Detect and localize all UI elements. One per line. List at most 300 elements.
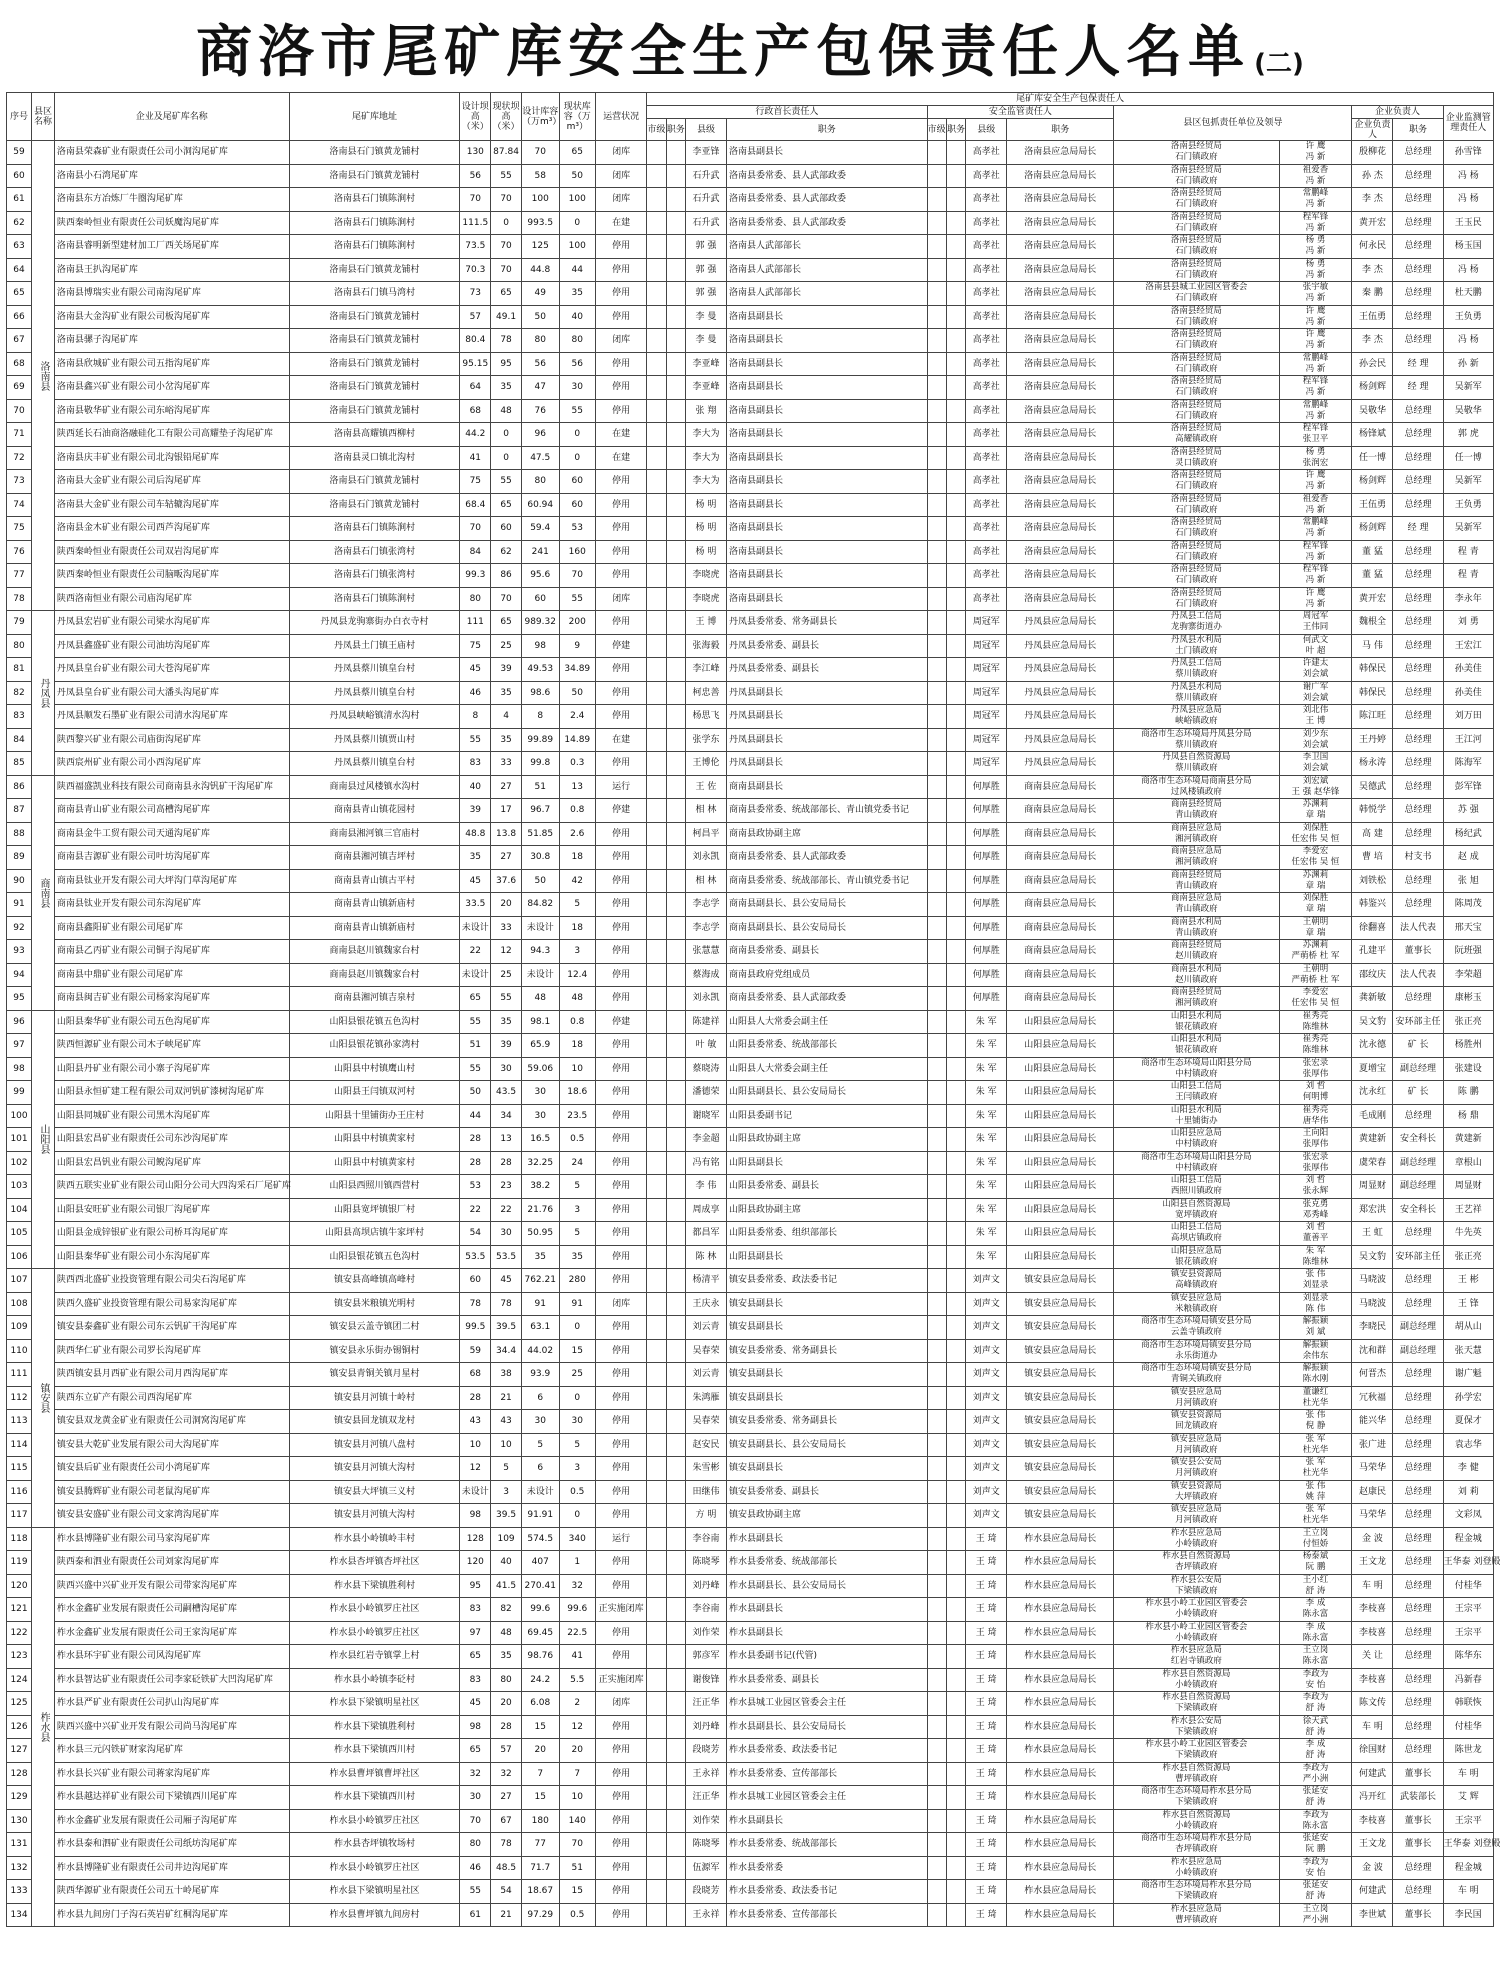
tailings-address: 镇安县月河镇大沟村 xyxy=(289,1504,460,1528)
admin-county-leader: 李亚锋 xyxy=(685,141,726,165)
design-dam-height: 22 xyxy=(460,1198,491,1222)
admin-city-leader xyxy=(647,564,666,588)
current-capacity: 70 xyxy=(559,564,595,588)
admin-county-leader: 李 伟 xyxy=(685,1175,726,1199)
enterprise-name: 柞水县博隆矿业有限责任公司井边沟尾矿库 xyxy=(54,1856,289,1880)
county-unit-leader-cell xyxy=(1279,1739,1352,1763)
county-unit-name: 石门镇政府 xyxy=(1175,504,1218,515)
table-row xyxy=(7,940,1494,964)
row-seq: 60 xyxy=(7,164,32,188)
county-unit-name: 山阳县水利局 xyxy=(1170,1034,1222,1045)
safety-county-leader: 高孝社 xyxy=(966,446,1007,470)
enterprise-name: 洛南县东方冶炼厂牛圈沟尾矿库 xyxy=(54,188,289,212)
admin-county-leader: 李志学 xyxy=(685,916,726,940)
admin-county-leader: 李大为 xyxy=(685,470,726,494)
design-dam-height: 45 xyxy=(460,658,491,682)
county-unit-leader: 陈维林 xyxy=(1302,1021,1329,1032)
admin-city-leader xyxy=(647,869,666,893)
company-monitor: 付桂华 xyxy=(1443,1715,1493,1739)
company-head: 王文龙 xyxy=(1352,1551,1393,1575)
safety-city-leader xyxy=(927,399,946,423)
safety-county-leader: 何厚胜 xyxy=(966,822,1007,846)
admin-city-position xyxy=(666,399,685,423)
row-seq: 89 xyxy=(7,846,32,870)
tailings-address: 山阳县中村镇黄家村 xyxy=(289,1128,460,1152)
tailings-address: 镇安县月河镇大沟村 xyxy=(289,1457,460,1481)
current-capacity: 340 xyxy=(559,1527,595,1551)
admin-county-leader: 吴春荣 xyxy=(685,1339,726,1363)
county-unit-cell xyxy=(1114,987,1279,1011)
county-unit-leader: 舒 涛 xyxy=(1305,1585,1326,1596)
company-monitor: 刘 勇 xyxy=(1443,611,1493,635)
county-unit-leader: 张宏录 xyxy=(1302,1057,1329,1068)
safety-city-position xyxy=(946,470,965,494)
safety-county-position: 柞水县应急局局长 xyxy=(1007,1786,1114,1810)
design-dam-height: 53.5 xyxy=(460,1245,491,1269)
design-capacity: 97.29 xyxy=(521,1903,559,1927)
tailings-address: 洛南县石门镇陈涧村 xyxy=(289,188,460,212)
county-unit-leader: 付恒娇 xyxy=(1302,1538,1329,1549)
county-unit-leader-cell xyxy=(1279,1621,1352,1645)
admin-county-leader: 杨 明 xyxy=(685,540,726,564)
enterprise-name: 陕西华源矿业有限责任公司五十岭尾矿库 xyxy=(54,1880,289,1904)
current-dam-height: 49.1 xyxy=(491,305,522,329)
safety-city-leader xyxy=(927,1480,946,1504)
row-seq: 118 xyxy=(7,1527,32,1551)
operation-status: 停用 xyxy=(595,305,646,329)
operation-status: 停用 xyxy=(595,1786,646,1810)
admin-county-leader: 张慧慧 xyxy=(685,940,726,964)
company-monitor: 夏保才 xyxy=(1443,1410,1493,1434)
table-row xyxy=(7,564,1494,588)
county-unit-leader: 祖爱香 xyxy=(1302,493,1329,504)
admin-city-position xyxy=(666,1269,685,1293)
county-unit-leader-cell xyxy=(1279,470,1352,494)
county-unit-name: 山阳县水利局 xyxy=(1170,1104,1222,1115)
county-unit-cell xyxy=(1114,517,1279,541)
safety-city-leader xyxy=(927,282,946,306)
admin-city-leader xyxy=(647,752,666,776)
row-seq: 92 xyxy=(7,916,32,940)
company-monitor: 杜天鹏 xyxy=(1443,282,1493,306)
county-unit-cell xyxy=(1114,1457,1279,1481)
company-head-position: 法人代表 xyxy=(1393,916,1443,940)
tailings-address: 丹凤县蔡川镇皇台村 xyxy=(289,681,460,705)
admin-county-leader: 刘丹峰 xyxy=(685,1574,726,1598)
design-capacity: 84.82 xyxy=(521,893,559,917)
admin-city-position xyxy=(666,1245,685,1269)
tailings-address: 山阳县宽坪镇银厂村 xyxy=(289,1198,460,1222)
admin-city-position xyxy=(666,1621,685,1645)
county-unit-leader: 陈水刚 xyxy=(1302,1374,1329,1385)
row-seq: 130 xyxy=(7,1809,32,1833)
operation-status: 闭库 xyxy=(595,587,646,611)
row-seq: 80 xyxy=(7,634,32,658)
design-dam-height: 57 xyxy=(460,305,491,329)
county-unit-name: 高耀镇政府 xyxy=(1175,434,1218,445)
design-capacity: 96.7 xyxy=(521,799,559,823)
company-head-position: 总经理 xyxy=(1393,1363,1443,1387)
admin-county-leader: 郭 强 xyxy=(685,282,726,306)
county-unit-name: 柞水县自然资源局 xyxy=(1162,1762,1231,1773)
safety-county-position: 洛南县应急局局长 xyxy=(1007,211,1114,235)
row-seq: 109 xyxy=(7,1316,32,1340)
county-unit-name: 洛南县经贸局 xyxy=(1170,188,1222,199)
county-unit-leader: 程军锋 xyxy=(1302,540,1329,551)
county-unit-name: 商南县应急局 xyxy=(1170,846,1222,857)
admin-county-leader: 赵安民 xyxy=(685,1433,726,1457)
safety-county-position: 洛南县应急局局长 xyxy=(1007,141,1114,165)
safety-county-leader: 朱 军 xyxy=(966,1057,1007,1081)
admin-city-leader xyxy=(647,1034,666,1058)
county-unit-cell xyxy=(1114,916,1279,940)
header-seq: 序号 xyxy=(7,93,32,141)
safety-city-leader xyxy=(927,1457,946,1481)
operation-status: 在建 xyxy=(595,446,646,470)
county-unit-name: 柞水县小岭工业园区管委会 xyxy=(1145,1739,1248,1750)
admin-county-leader: 杨清平 xyxy=(685,1269,726,1293)
tailings-address: 镇安县青铜关镇月星村 xyxy=(289,1363,460,1387)
safety-county-position: 商南县应急局局长 xyxy=(1007,775,1114,799)
admin-county-leader: 方 明 xyxy=(685,1504,726,1528)
safety-city-leader xyxy=(927,1339,946,1363)
county-unit-cell xyxy=(1114,305,1279,329)
enterprise-name: 镇安县后矿业有限责任公司小湾尾矿库 xyxy=(54,1457,289,1481)
admin-county-position: 镇安县委常委、常务副县长 xyxy=(726,1410,927,1434)
county-unit-name: 洛南县县城工业园区管委会 xyxy=(1145,282,1248,293)
admin-county-position: 洛南县副县长 xyxy=(726,587,927,611)
county-unit-leader-cell xyxy=(1279,141,1352,165)
operation-status: 停用 xyxy=(595,1833,646,1857)
current-dam-height: 35 xyxy=(491,681,522,705)
county-unit-name: 青山镇政府 xyxy=(1175,904,1218,915)
operation-status: 停用 xyxy=(595,540,646,564)
table-row xyxy=(7,587,1494,611)
safety-county-position: 洛南县应急局局长 xyxy=(1007,282,1114,306)
safety-county-position: 丹凤县应急局局长 xyxy=(1007,611,1114,635)
company-monitor: 王艺祥 xyxy=(1443,1198,1493,1222)
company-monitor: 胡从山 xyxy=(1443,1316,1493,1340)
company-head: 马晓波 xyxy=(1352,1269,1393,1293)
safety-county-leader: 王 琦 xyxy=(966,1739,1007,1763)
safety-city-leader xyxy=(927,1433,946,1457)
county-unit-leader: 杜光华 xyxy=(1302,1515,1329,1526)
safety-county-position: 柞水县应急局局长 xyxy=(1007,1574,1114,1598)
table-row xyxy=(7,1104,1494,1128)
company-head-position: 总经理 xyxy=(1393,446,1443,470)
safety-city-position xyxy=(946,1692,965,1716)
county-unit-cell xyxy=(1114,1057,1279,1081)
design-capacity: 58 xyxy=(521,164,559,188)
safety-county-position: 镇安县应急局局长 xyxy=(1007,1410,1114,1434)
design-capacity: 49 xyxy=(521,282,559,306)
admin-city-leader xyxy=(647,1104,666,1128)
admin-county-position: 洛南县副县长 xyxy=(726,399,927,423)
safety-county-position: 山阳县应急局局长 xyxy=(1007,1010,1114,1034)
current-capacity: 3 xyxy=(559,940,595,964)
design-capacity: 8 xyxy=(521,705,559,729)
county-unit-name: 石门镇政府 xyxy=(1175,269,1218,280)
county-unit-name: 永乐街道办 xyxy=(1175,1350,1218,1361)
enterprise-name: 商南县中鼎矿业有限公司尾矿库 xyxy=(54,963,289,987)
county-unit-leader: 任宏伟 吴 恒 xyxy=(1291,833,1340,844)
current-dam-height: 34.4 xyxy=(491,1339,522,1363)
company-head-position: 总经理 xyxy=(1393,893,1443,917)
enterprise-name: 商南县乙丙矿业有限公司铜子沟尾矿库 xyxy=(54,940,289,964)
county-unit-leader: 张润宏 xyxy=(1302,457,1329,468)
admin-city-leader xyxy=(647,1057,666,1081)
safety-city-position xyxy=(946,564,965,588)
design-capacity: 20 xyxy=(521,1739,559,1763)
safety-city-leader xyxy=(927,1504,946,1528)
county-unit-cell xyxy=(1114,681,1279,705)
admin-city-position xyxy=(666,940,685,964)
admin-city-position xyxy=(666,963,685,987)
company-head-position: 总经理 xyxy=(1393,869,1443,893)
current-dam-height: 60 xyxy=(491,517,522,541)
safety-county-leader: 周冠军 xyxy=(966,728,1007,752)
safety-city-leader xyxy=(927,681,946,705)
company-head-position: 安全科长 xyxy=(1393,1128,1443,1152)
table-row xyxy=(7,517,1494,541)
county-unit-leader: 张 军 xyxy=(1305,1504,1326,1515)
company-head: 高 建 xyxy=(1352,822,1393,846)
safety-city-position xyxy=(946,1786,965,1810)
company-head: 秦 鹏 xyxy=(1352,282,1393,306)
operation-status: 停用 xyxy=(595,282,646,306)
tailings-address: 柞水县小岭镇罗庄社区 xyxy=(289,1621,460,1645)
enterprise-name: 陕西黎兴矿业有限公司庙街沟尾矿库 xyxy=(54,728,289,752)
row-seq: 112 xyxy=(7,1386,32,1410)
safety-county-position: 丹凤县应急局局长 xyxy=(1007,705,1114,729)
admin-city-leader xyxy=(647,1316,666,1340)
safety-county-position: 镇安县应急局局长 xyxy=(1007,1457,1114,1481)
company-monitor: 谢广魁 xyxy=(1443,1363,1493,1387)
design-capacity: 6 xyxy=(521,1386,559,1410)
company-head-position: 总经理 xyxy=(1393,1739,1443,1763)
admin-city-leader xyxy=(647,1363,666,1387)
row-seq: 98 xyxy=(7,1057,32,1081)
design-dam-height: 65 xyxy=(460,1739,491,1763)
county-unit-cell xyxy=(1114,1034,1279,1058)
company-head-position: 总经理 xyxy=(1393,1104,1443,1128)
tailings-address: 洛南县高耀镇西柳村 xyxy=(289,423,460,447)
tailings-address: 洛南县石门镇黄龙铺村 xyxy=(289,376,460,400)
county-unit-name: 镇安县资源局 xyxy=(1170,1269,1222,1280)
admin-city-position xyxy=(666,470,685,494)
row-seq: 127 xyxy=(7,1739,32,1763)
admin-city-leader xyxy=(647,775,666,799)
safety-county-leader: 何厚胜 xyxy=(966,799,1007,823)
design-capacity: 56 xyxy=(521,352,559,376)
county-unit-name: 洛南县经贸局 xyxy=(1170,493,1222,504)
row-seq: 110 xyxy=(7,1339,32,1363)
admin-city-position xyxy=(666,493,685,517)
county-unit-leader: 冯 新 xyxy=(1305,340,1326,351)
enterprise-name: 陕西久盛矿业投资管理有限公司易家沟尾矿库 xyxy=(54,1292,289,1316)
county-unit-leader-cell xyxy=(1279,799,1352,823)
county-unit-cell xyxy=(1114,1668,1279,1692)
page-subtitle: (二) xyxy=(1254,49,1304,79)
operation-status: 停用 xyxy=(595,1034,646,1058)
county-unit-name: 柞水县公安局 xyxy=(1170,1715,1222,1726)
operation-status: 停用 xyxy=(595,846,646,870)
county-unit-name: 青山镇政府 xyxy=(1175,927,1218,938)
safety-county-leader: 朱 军 xyxy=(966,1151,1007,1175)
county-unit-leader-cell xyxy=(1279,1386,1352,1410)
current-dam-height: 57 xyxy=(491,1739,522,1763)
design-dam-height: 35 xyxy=(460,846,491,870)
safety-county-position: 山阳县应急局局长 xyxy=(1007,1057,1114,1081)
safety-city-leader xyxy=(927,963,946,987)
admin-city-leader xyxy=(647,963,666,987)
admin-county-position: 商南县副县长、县公安局局长 xyxy=(726,916,927,940)
design-capacity: 93.9 xyxy=(521,1363,559,1387)
county-unit-leader: 王 强 赵华锋 xyxy=(1291,786,1340,797)
safety-city-leader xyxy=(927,1386,946,1410)
current-capacity: 0 xyxy=(559,211,595,235)
admin-county-position: 柞水县委常委、宣传部部长 xyxy=(726,1762,927,1786)
admin-city-leader xyxy=(647,1692,666,1716)
company-head-position: 总经理 xyxy=(1393,611,1443,635)
county-name: 商南县 xyxy=(32,775,55,1010)
county-unit-leader: 刘显录 xyxy=(1302,1280,1329,1291)
safety-county-leader: 朱 军 xyxy=(966,1198,1007,1222)
safety-city-leader xyxy=(927,141,946,165)
row-seq: 86 xyxy=(7,775,32,799)
safety-city-position xyxy=(946,1903,965,1927)
safety-city-position xyxy=(946,1175,965,1199)
safety-city-position xyxy=(946,493,965,517)
county-unit-name: 西照川镇政府 xyxy=(1170,1186,1222,1197)
table-row xyxy=(7,493,1494,517)
county-unit-cell xyxy=(1114,1175,1279,1199)
operation-status: 闭库 xyxy=(595,1292,646,1316)
current-capacity: 10 xyxy=(559,1057,595,1081)
county-unit-cell xyxy=(1114,423,1279,447)
company-head-position: 董事长 xyxy=(1393,1833,1443,1857)
admin-county-leader: 王博伦 xyxy=(685,752,726,776)
county-unit-leader-cell xyxy=(1279,1598,1352,1622)
tailings-address: 洛南县石门镇黄龙铺村 xyxy=(289,141,460,165)
county-unit-leader: 严萌桥 杜 军 xyxy=(1291,951,1340,962)
safety-city-position xyxy=(946,1480,965,1504)
county-unit-cell xyxy=(1114,1645,1279,1669)
table-row xyxy=(7,1433,1494,1457)
company-monitor: 王负勇 xyxy=(1443,305,1493,329)
company-head-position: 总经理 xyxy=(1393,587,1443,611)
admin-city-leader xyxy=(647,188,666,212)
current-dam-height: 67 xyxy=(491,1809,522,1833)
current-capacity: 0.5 xyxy=(559,1480,595,1504)
company-head-position: 总经理 xyxy=(1393,1856,1443,1880)
county-unit-leader: 杨泰斌 xyxy=(1302,1551,1329,1562)
county-unit-leader: 张 军 xyxy=(1305,1433,1326,1444)
safety-city-position xyxy=(946,1433,965,1457)
county-unit-name: 商洛市生态环境局柞水县分局 xyxy=(1141,1786,1252,1797)
county-unit-leader-cell xyxy=(1279,869,1352,893)
row-seq: 121 xyxy=(7,1598,32,1622)
admin-city-position xyxy=(666,611,685,635)
design-dam-height: 83 xyxy=(460,752,491,776)
safety-county-position: 柞水县应急局局长 xyxy=(1007,1833,1114,1857)
operation-status: 停用 xyxy=(595,258,646,282)
tailings-address: 洛南县石门镇陈涧村 xyxy=(289,587,460,611)
safety-city-leader xyxy=(927,188,946,212)
safety-city-position xyxy=(946,1645,965,1669)
company-head: 吴德武 xyxy=(1352,775,1393,799)
county-unit-name: 洛南县经贸局 xyxy=(1170,540,1222,551)
county-unit-leader: 杨 勇 xyxy=(1305,235,1326,246)
county-unit-leader: 任宏伟 吴 恒 xyxy=(1291,857,1340,868)
enterprise-name: 山阳县安旺矿业有限公司银厂沟尾矿库 xyxy=(54,1198,289,1222)
safety-county-leader: 王 琦 xyxy=(966,1574,1007,1598)
admin-county-leader: 刘作荣 xyxy=(685,1621,726,1645)
county-unit-cell xyxy=(1114,1809,1279,1833)
design-capacity: 98 xyxy=(521,634,559,658)
county-unit-leader-cell xyxy=(1279,376,1352,400)
county-unit-name: 石门镇政府 xyxy=(1175,551,1218,562)
admin-city-position xyxy=(666,1880,685,1904)
safety-city-position xyxy=(946,728,965,752)
county-unit-leader-cell xyxy=(1279,1363,1352,1387)
county-unit-leader: 余伟东 xyxy=(1302,1350,1329,1361)
row-seq: 79 xyxy=(7,611,32,635)
enterprise-name: 洛南县大金矿业有限公司后沟尾矿库 xyxy=(54,470,289,494)
county-unit-cell xyxy=(1114,822,1279,846)
county-unit-leader-cell xyxy=(1279,305,1352,329)
company-head: 杨剑辉 xyxy=(1352,517,1393,541)
tailings-address: 山阳县高坝店镇牛家坪村 xyxy=(289,1222,460,1246)
operation-status: 在建 xyxy=(595,423,646,447)
tailings-address: 商南县青山镇新庙村 xyxy=(289,916,460,940)
enterprise-name: 山阳县丹矿业有限公司小寨子沟尾矿库 xyxy=(54,1057,289,1081)
admin-county-position: 山阳县政协副主席 xyxy=(726,1198,927,1222)
admin-county-position: 镇安县副县长 xyxy=(726,1386,927,1410)
safety-county-position: 洛南县应急局局长 xyxy=(1007,493,1114,517)
admin-county-position: 柞水县委常委、统战部部长 xyxy=(726,1833,927,1857)
county-unit-name: 杏坪镇政府 xyxy=(1175,1844,1218,1855)
design-dam-height: 未设计 xyxy=(460,1480,491,1504)
admin-city-leader xyxy=(647,235,666,259)
safety-county-leader: 王 琦 xyxy=(966,1527,1007,1551)
design-capacity: 91 xyxy=(521,1292,559,1316)
county-unit-name: 山阳县自然资源局 xyxy=(1162,1198,1231,1209)
current-dam-height: 28 xyxy=(491,1715,522,1739)
county-unit-leader: 冯 新 xyxy=(1305,528,1326,539)
safety-city-leader xyxy=(927,916,946,940)
county-unit-leader: 许 鹰 xyxy=(1305,470,1326,481)
safety-city-position xyxy=(946,305,965,329)
current-capacity: 14.89 xyxy=(559,728,595,752)
company-monitor: 李民国 xyxy=(1443,1903,1493,1927)
company-head-position: 副总经理 xyxy=(1393,1057,1443,1081)
admin-county-position: 商南县委常委、统战部部长、青山镇党委书记 xyxy=(726,869,927,893)
county-name: 丹凤县 xyxy=(32,611,55,776)
current-dam-height: 54 xyxy=(491,1880,522,1904)
safety-county-leader: 王 琦 xyxy=(966,1692,1007,1716)
current-dam-height: 87.84 xyxy=(491,141,522,165)
safety-city-position xyxy=(946,1198,965,1222)
company-head-position: 总经理 xyxy=(1393,1715,1443,1739)
design-dam-height: 111.5 xyxy=(460,211,491,235)
company-head-position: 总经理 xyxy=(1393,1692,1443,1716)
operation-status: 停用 xyxy=(595,1151,646,1175)
safety-city-position xyxy=(946,352,965,376)
operation-status: 停用 xyxy=(595,1504,646,1528)
company-head: 能兴华 xyxy=(1352,1410,1393,1434)
company-head-position: 安环部主任 xyxy=(1393,1010,1443,1034)
